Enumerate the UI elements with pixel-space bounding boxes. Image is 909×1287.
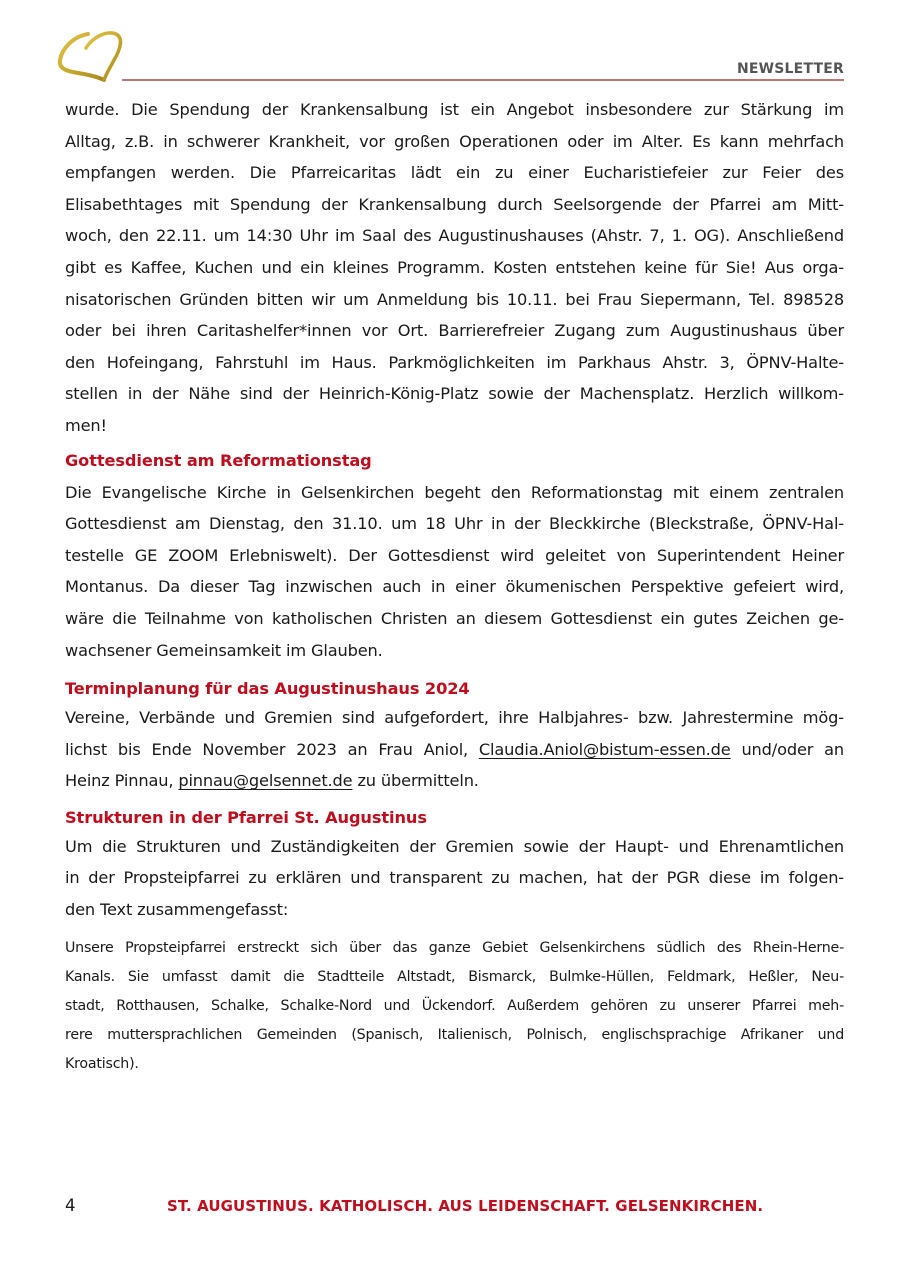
text-fragment: und/oder an xyxy=(730,739,844,759)
text-line: rere muttersprachlichen Gemeinden (Spanisch, Italienisch, Polnisch, englischsprachige Afrikaner und xyxy=(65,1026,844,1043)
text-line: Unsere Propsteipfarrei erstreckt sich über das ganze Gebiet Gelsenkirchens südlich des Rhein-Herne- xyxy=(65,939,844,956)
page-number: 4 xyxy=(65,1196,76,1215)
text-fragment: zu übermitteln. xyxy=(352,771,479,791)
terminplanung-heading: Terminplanung für das Augustinushaus 2024 xyxy=(65,679,470,699)
text-line: Alltag, z.B. in schwerer Krankheit, vor großen Operationen oder im Alter. Es kann mehrfach xyxy=(65,131,844,151)
text-line xyxy=(65,734,844,766)
text-line: gibt es Kaffee, Kuchen und ein kleines Programm. Kosten entstehen keine für Sie! Aus orga- xyxy=(65,257,844,277)
intro-paragraph xyxy=(65,94,844,442)
text-line: wäre die Teilnahme von katholischen Christen an diesem Gottesdienst ein gutes Zeichen ge- xyxy=(65,608,844,628)
article-content xyxy=(65,94,844,1079)
text-line: in der Propsteipfarrei zu erklären und transparent zu machen, hat der PGR diese im folgen- xyxy=(65,868,844,888)
text-line: nisatorischen Gründen bitten wir um Anmeldung bis 10.11. bei Frau Siepermann, Tel. 898528 xyxy=(65,289,844,309)
text-line: Kanals. Sie umfasst damit die Stadtteile Altstadt, Bismarck, Bulmke-Hüllen, Feldmark, Heßler, Neu- xyxy=(65,968,844,985)
email-link-pinnau[interactable]: pinnau@gelsennet.de xyxy=(178,771,353,791)
text-line: den Text zusammengefasst: xyxy=(65,900,289,920)
text-fragment: lichst bis Ende November 2023 an Frau Aniol, xyxy=(65,739,479,759)
text-line: stellen in der Nähe sind der Heinrich-König-Platz sowie der Machensplatz. Herzlich willkom- xyxy=(65,384,844,404)
strukturen-paragraph xyxy=(65,831,844,926)
heart-logo-icon xyxy=(56,28,126,84)
text-line xyxy=(65,765,844,797)
text-line: Elisabethtages mit Spendung der Krankensalbung durch Seelsorgende der Pfarrei am Mitt- xyxy=(65,194,844,214)
text-line: wurde. Die Spendung der Krankensalbung ist ein Angebot insbesondere zur Stärkung im xyxy=(65,100,844,119)
text-line: stadt, Rotthausen, Schalke, Schalke-Nord und Ückendorf. Außerdem gehören zu unserer Pfarrei meh- xyxy=(65,997,844,1014)
text-line: wachsener Gemeinsamkeit im Glauben. xyxy=(65,640,383,660)
text-line: Gottesdienst am Dienstag, den 31.10. um 18 Uhr in der Bleckkirche (Bleckstraße, ÖPNV-Hal- xyxy=(65,514,844,534)
text-line: empfangen werden. Die Pfarreicaritas lädt ein zu einer Eucharistiefeier zur Feier des xyxy=(65,163,844,183)
reformation-heading: Gottesdienst am Reformationstag xyxy=(65,450,372,470)
reformation-paragraph xyxy=(65,477,844,667)
text-line: den Hofeingang, Fahrstuhl im Haus. Parkmöglichkeiten im Parkhaus Ahstr. 3, ÖPNV-Halte- xyxy=(65,352,844,372)
newsletter-label: NEWSLETTER xyxy=(736,61,844,77)
text-line: Kroatisch). xyxy=(65,1055,139,1072)
text-line: Vereine, Verbände und Gremien sind aufgefordert, ihre Halbjahres- bzw. Jahrestermine mög- xyxy=(65,708,844,728)
text-line: oder bei ihren Caritashelfer*innen vor Ort. Barrierefreier Zugang zum Augustinushaus über xyxy=(65,321,844,341)
text-line: Die Evangelische Kirche in Gelsenkirchen begeht den Reformationstag mit einem zentralen xyxy=(65,482,844,502)
text-line: testelle GE ZOOM Erlebniswelt). Der Gottesdienst wird geleitet von Superintendent Heiner xyxy=(65,545,844,565)
terminplanung-paragraph xyxy=(65,702,844,797)
footer-slogan: ST. AUGUSTINUS. KATHOLISCH. AUS LEIDENSCHAFT. GELSENKIRCHEN. xyxy=(167,1197,764,1215)
text-fragment: Heinz Pinnau, xyxy=(65,771,179,791)
text-line: woch, den 22.11. um 14:30 Uhr im Saal des Augustinushauses (Ahstr. 7, 1. OG). Anschließend xyxy=(65,226,844,246)
strukturen-heading: Strukturen in der Pfarrei St. Augustinus xyxy=(65,807,427,827)
text-line: Montanus. Da dieser Tag inzwischen auch in einer ökumenischen Perspektive gefeiert wird, xyxy=(65,577,844,597)
email-link-aniol[interactable]: Claudia.Aniol@bistum-essen.de xyxy=(478,739,731,759)
header-divider xyxy=(122,79,844,81)
text-line: Um die Strukturen und Zuständigkeiten der Gremien sowie der Haupt- und Ehrenamtlichen xyxy=(65,836,844,856)
text-line: men! xyxy=(65,415,107,435)
strukturen-quote xyxy=(65,934,844,1079)
